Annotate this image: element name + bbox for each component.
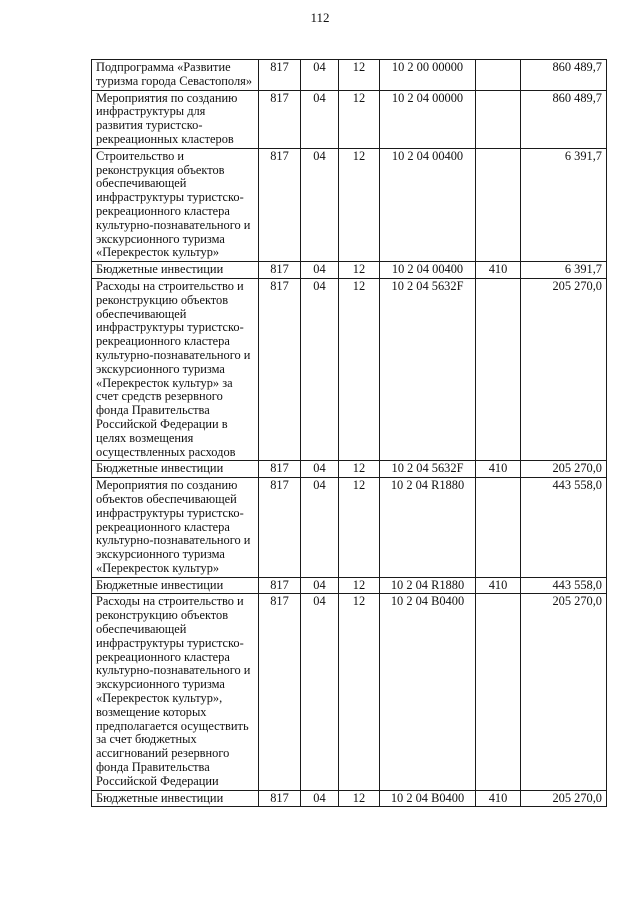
- section-code-cell: 04: [301, 60, 339, 91]
- row-name-cell: Подпрограмма «Развитие туризма города Севастополя»: [92, 60, 259, 91]
- section-code-cell: 04: [301, 278, 339, 460]
- table-row: [92, 262, 607, 279]
- section-code-cell: 04: [301, 461, 339, 478]
- amount-cell: 6 391,7: [521, 262, 607, 279]
- gr-code-cell: 817: [259, 594, 301, 790]
- target-article-code-cell: 10 2 04 00000: [380, 90, 476, 148]
- target-article-code-cell: 10 2 04 5632F: [380, 278, 476, 460]
- table-row: [92, 60, 607, 91]
- expense-type-code-cell: [476, 478, 521, 578]
- subsection-code-cell: 12: [339, 148, 380, 261]
- section-code-cell: 04: [301, 148, 339, 261]
- target-article-code-cell: 10 2 04 00400: [380, 262, 476, 279]
- table-row: [92, 790, 607, 807]
- row-name-cell: Расходы на строительство и реконструкцию объектов обеспечивающей инфраструктуры туристско-рекреационного кластера культурно-познавательного и экскурсионного туризма «Перекресток культур», возмещение которых предполагается осуществить за счет бюджетных ассигнований резервного фонда Правительства Российской Федерации: [92, 594, 259, 790]
- subsection-code-cell: 12: [339, 461, 380, 478]
- section-code-cell: 04: [301, 790, 339, 807]
- subsection-code-cell: 12: [339, 790, 380, 807]
- gr-code-cell: 817: [259, 577, 301, 594]
- target-article-code-cell: 10 2 04 5632F: [380, 461, 476, 478]
- amount-cell: 205 270,0: [521, 594, 607, 790]
- table-row: [92, 478, 607, 578]
- expense-type-code-cell: [476, 594, 521, 790]
- expense-type-code-cell: 410: [476, 461, 521, 478]
- page-number: 112: [310, 10, 330, 25]
- budget-table: [91, 59, 607, 807]
- section-code-cell: 04: [301, 577, 339, 594]
- amount-cell: 443 558,0: [521, 478, 607, 578]
- amount-cell: 205 270,0: [521, 461, 607, 478]
- target-article-code-cell: 10 2 00 00000: [380, 60, 476, 91]
- expense-type-code-cell: [476, 278, 521, 460]
- gr-code-cell: 817: [259, 790, 301, 807]
- subsection-code-cell: 12: [339, 577, 380, 594]
- expense-type-code-cell: [476, 60, 521, 91]
- section-code-cell: 04: [301, 478, 339, 578]
- amount-cell: 860 489,7: [521, 90, 607, 148]
- row-name-cell: Расходы на строительство и реконструкцию объектов обеспечивающей инфраструктуры туристско-рекреационного кластера культурно-познавательного и экскурсионного туризма «Перекресток культур» за счет средств резервного фонда Правительства Российской Федерации в целях возмещения осуществленных расходов: [92, 278, 259, 460]
- target-article-code-cell: 10 2 04 R1880: [380, 577, 476, 594]
- gr-code-cell: 817: [259, 278, 301, 460]
- subsection-code-cell: 12: [339, 90, 380, 148]
- section-code-cell: 04: [301, 262, 339, 279]
- table-row: [92, 461, 607, 478]
- expense-type-code-cell: [476, 90, 521, 148]
- row-name-cell: Бюджетные инвестиции: [92, 262, 259, 279]
- table-row: [92, 148, 607, 261]
- table-row: [92, 278, 607, 460]
- row-name-cell: Мероприятия по созданию объектов обеспечивающей инфраструктуры туристско-рекреационного кластера культурно-познавательного и экскурсионного туризма «Перекресток культур»: [92, 478, 259, 578]
- row-name-cell: Мероприятия по созданию инфраструктуры для развития туристско-рекреационных кластеров: [92, 90, 259, 148]
- gr-code-cell: 817: [259, 90, 301, 148]
- subsection-code-cell: 12: [339, 262, 380, 279]
- target-article-code-cell: 10 2 04 B0400: [380, 594, 476, 790]
- section-code-cell: 04: [301, 594, 339, 790]
- expense-type-code-cell: 410: [476, 262, 521, 279]
- gr-code-cell: 817: [259, 461, 301, 478]
- subsection-code-cell: 12: [339, 478, 380, 578]
- section-code-cell: 04: [301, 90, 339, 148]
- table-row: [92, 577, 607, 594]
- gr-code-cell: 817: [259, 148, 301, 261]
- subsection-code-cell: 12: [339, 278, 380, 460]
- row-name-cell: Бюджетные инвестиции: [92, 461, 259, 478]
- expense-type-code-cell: 410: [476, 577, 521, 594]
- table-row: [92, 594, 607, 790]
- subsection-code-cell: 12: [339, 594, 380, 790]
- gr-code-cell: 817: [259, 60, 301, 91]
- row-name-cell: Строительство и реконструкция объектов обеспечивающей инфраструктуры туристско-рекреационного кластера культурно-познавательного и экскурсионного туризма «Перекресток культур»: [92, 148, 259, 261]
- amount-cell: 205 270,0: [521, 278, 607, 460]
- target-article-code-cell: 10 2 04 R1880: [380, 478, 476, 578]
- expense-type-code-cell: 410: [476, 790, 521, 807]
- row-name-cell: Бюджетные инвестиции: [92, 577, 259, 594]
- expense-type-code-cell: [476, 148, 521, 261]
- target-article-code-cell: 10 2 04 B0400: [380, 790, 476, 807]
- subsection-code-cell: 12: [339, 60, 380, 91]
- amount-cell: 205 270,0: [521, 790, 607, 807]
- target-article-code-cell: 10 2 04 00400: [380, 148, 476, 261]
- gr-code-cell: 817: [259, 478, 301, 578]
- amount-cell: 443 558,0: [521, 577, 607, 594]
- amount-cell: 860 489,7: [521, 60, 607, 91]
- table-row: [92, 90, 607, 148]
- row-name-cell: Бюджетные инвестиции: [92, 790, 259, 807]
- gr-code-cell: 817: [259, 262, 301, 279]
- amount-cell: 6 391,7: [521, 148, 607, 261]
